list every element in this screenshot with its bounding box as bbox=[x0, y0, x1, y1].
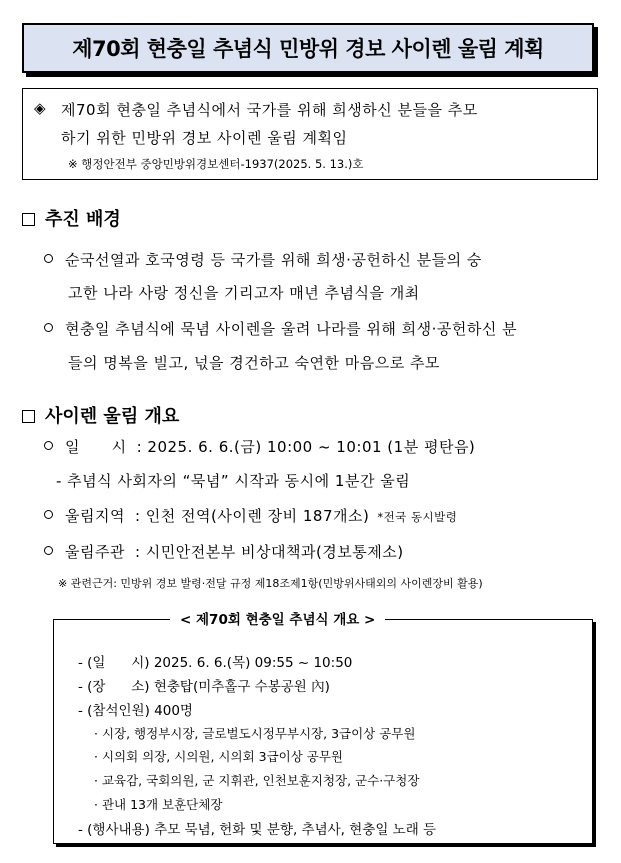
square-bullet-icon bbox=[22, 410, 35, 423]
circle-bullet-icon bbox=[44, 441, 53, 450]
circle-bullet-icon bbox=[44, 323, 53, 332]
overview-datetime: 일 시 : 2025. 6. 6.(금) 10:00 ~ 10:01 (1분 평탄음) bbox=[44, 436, 475, 457]
background-item-1-line-1: 순국선열과 호국영령 등 국가를 위해 희생·공헌하신 분들의 숭 bbox=[44, 249, 482, 270]
circle-bullet-icon bbox=[44, 510, 53, 519]
background-heading: 추진 배경 bbox=[22, 205, 121, 231]
summary-reference-note: ※ 행정안전부 중앙민방위경보센터-1937(2025. 5. 13.)호 bbox=[68, 157, 364, 171]
circle-bullet-icon bbox=[44, 546, 53, 555]
ceremony-attendees: - (참석인원) 400명 bbox=[78, 703, 193, 719]
summary-line-1: 제70회 현충일 추념식에서 국가를 위해 희생하신 분들을 추모 bbox=[61, 101, 478, 119]
background-item-1-line-2: 고한 나라 사랑 정신을 기리고자 매년 추념식을 개최 bbox=[68, 284, 420, 302]
ceremony-attendee-item: · 시장, 행정부시장, 글로벌도시정무부시장, 3급이상 공무원 bbox=[94, 726, 416, 741]
background-item-2-line-1: 현충일 추념식에 묵념 사이렌을 울려 나라를 위해 희생·공헌하신 분 bbox=[44, 318, 517, 339]
ceremony-datetime: - (일 시) 2025. 6. 6.(목) 09:55 ~ 10:50 bbox=[78, 655, 353, 671]
overview-basis-note: ※ 관련근거: 민방위 경보 발령·전달 규정 제18조제1항(민방위사태외의 사이렌장비 활용) bbox=[58, 577, 483, 590]
background-item-2-line-2: 들의 명복을 빌고, 넋을 경건하고 숙연한 마음으로 추모 bbox=[68, 354, 440, 372]
summary-line-2: 하기 위한 민방위 경보 사이렌 울림 계획임 bbox=[61, 129, 348, 147]
ceremony-attendee-item: · 관내 13개 보훈단체장 bbox=[94, 797, 223, 812]
ceremony-place: - (장 소) 현충탑(미추홀구 수봉공원 內) bbox=[78, 679, 330, 695]
circle-bullet-icon bbox=[44, 254, 53, 263]
ceremony-attendee-item: · 시의회 의장, 시의원, 시의회 3급이상 공무원 bbox=[94, 749, 343, 764]
overview-heading: 사이렌 울림 개요 bbox=[22, 402, 179, 428]
overview-datetime-sub: - 추념식 사회자의 “묵념” 시작과 동시에 1분간 울림 bbox=[56, 472, 411, 490]
document-title-text: 제70회 현충일 추념식 민방위 경보 사이렌 울림 계획 bbox=[72, 37, 544, 61]
summary-bullet-icon: ◈ bbox=[34, 99, 47, 117]
ceremony-attendee-item: · 교육감, 국회의원, 군 지휘관, 인천보훈지청장, 군수·구청장 bbox=[94, 773, 420, 788]
square-bullet-icon bbox=[22, 213, 35, 226]
overview-host: 울림주관 : 시민안전본부 비상대책과(경보통제소) bbox=[44, 541, 404, 562]
overview-area: 울림지역 : 인천 전역(사이렌 장비 187개소) *전국 동시발령 bbox=[44, 505, 457, 526]
ceremony-title: < 제70회 현충일 추념식 개요 > bbox=[170, 608, 385, 628]
document-title bbox=[22, 23, 594, 73]
ceremony-content: - (행사내용) 추모 묵념, 헌화 및 분향, 추념사, 현충일 노래 등 bbox=[78, 822, 437, 838]
